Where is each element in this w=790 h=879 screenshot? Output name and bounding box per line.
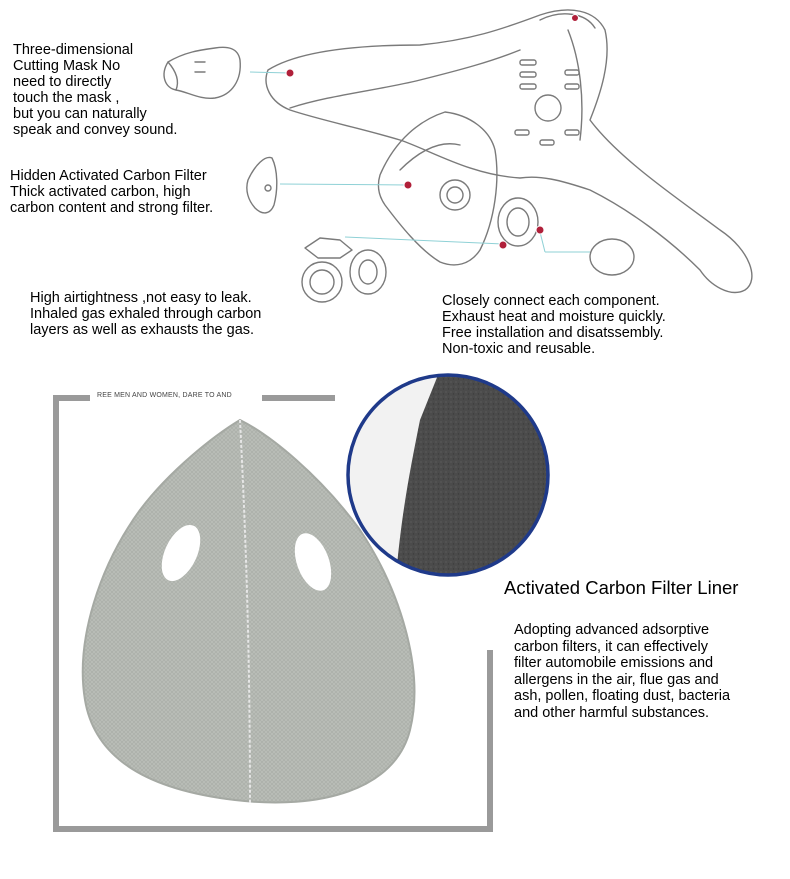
callout-cutting-mask: Three-dimensional Cutting Mask No need to directly touch the mask , but you can naturally speak and convey sound. — [13, 42, 178, 138]
frame-label: REE MEN AND WOMEN, DARE TO AND — [97, 392, 232, 399]
callout-airtightness: High airtightness ,not easy to leak. Inhaled gas exhaled through carbon layers as well as exhausts the gas. — [30, 290, 262, 338]
liner-title: Activated Carbon Filter Liner — [504, 577, 739, 598]
callout-carbon-filter: Hidden Activated Carbon Filter Thick activated carbon, high carbon content and strong filter. — [10, 168, 214, 216]
liner-description: Adopting advanced adsorptive carbon filters, it can effectively filter automobile emissions and allergens in the air, flue gas and ash, pollen, floating dust, bacteria and other harmful substances. — [514, 622, 731, 721]
callout-components: Closely connect each component. Exhaust heat and moisture quickly. Free installation and disatssembly. Non-toxic and reusable. — [442, 293, 666, 357]
